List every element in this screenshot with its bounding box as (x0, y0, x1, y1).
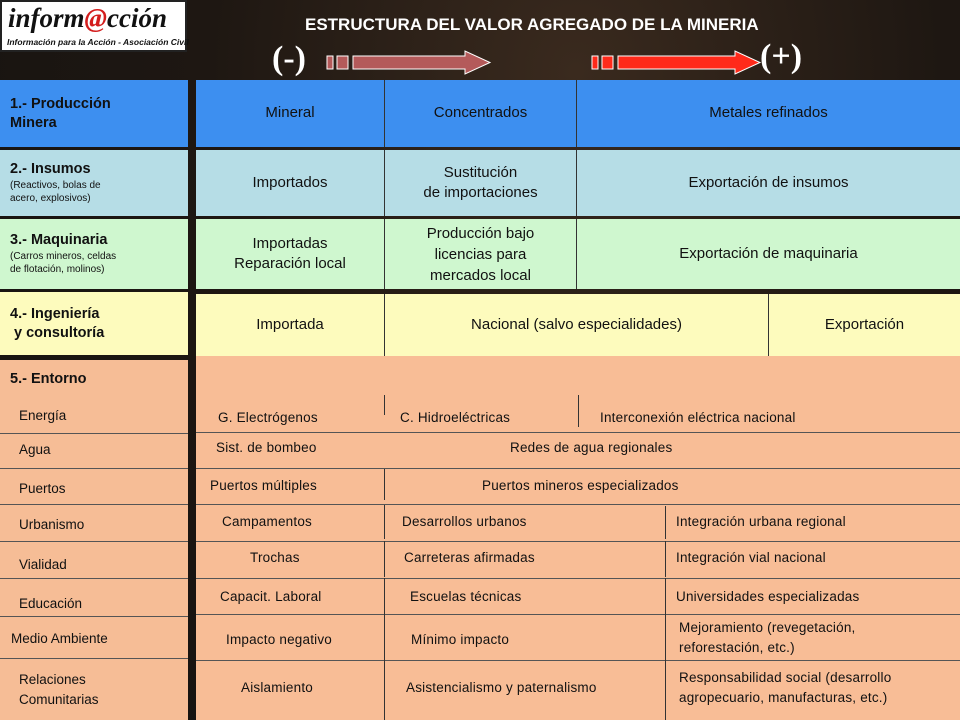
medio-ambiente-c1: Impacto negativo (226, 632, 333, 647)
row-label-produccion: 1.- Producción Minera (0, 80, 188, 147)
row-label-ingenieria: 4.- Ingeniería y consultoría (0, 292, 188, 355)
energia-c3: Interconexión eléctrica nacional (600, 410, 796, 425)
left-arrow-icon (325, 50, 495, 76)
cell-metales: Metales refinados (709, 104, 828, 122)
entorno-header: 5.- Entorno (10, 371, 87, 387)
entorno-label-energia: Energía (19, 408, 67, 423)
cell-exportacion-ingenieria: Exportación (824, 315, 905, 333)
logo-subtitle: Información para la Acción - Asociación Civil (7, 37, 189, 47)
entorno-labels (0, 360, 188, 720)
cell-mineral: Mineral (265, 104, 315, 122)
plus-sign: (+) (760, 38, 803, 75)
educacion-c3: Universidades especializadas (676, 589, 860, 604)
entorno-label-vialidad: Vialidad (19, 557, 67, 572)
cell-concentrados: Concentrados (433, 104, 528, 122)
entorno-label-urbanismo: Urbanismo (19, 517, 85, 532)
cell-exportacion-insumos: Exportación de insumos (688, 173, 849, 191)
entorno-label-educacion: Educación (19, 596, 83, 611)
logo (0, 0, 187, 52)
educacion-c1: Capacit. Laboral (220, 589, 322, 604)
page-title: ESTRUCTURA DEL VALOR AGREGADO DE LA MINERIA (305, 15, 759, 34)
urbanismo-c1: Campamentos (222, 514, 312, 529)
energia-c1: G. Electrógenos (218, 410, 318, 425)
relaciones-c3: Responsabilidad social (desarrollo agropecuario, manufacturas, etc.) (679, 670, 892, 705)
vialidad-c2: Carreteras afirmadas (404, 550, 535, 565)
right-arrow-icon (590, 50, 765, 76)
vialidad-c3: Integración vial nacional (676, 550, 826, 565)
educacion-c2: Escuelas técnicas (410, 589, 522, 604)
cell-exportacion-maquinaria: Exportación de maquinaria (679, 244, 858, 262)
cell-produccion-licencias: Producción bajo licencias para mercados local (426, 224, 535, 284)
puertos-c1: Puertos múltiples (210, 478, 317, 493)
cell-nacional: Nacional (salvo especialidades) (471, 315, 682, 333)
cell-importada: Importada (256, 315, 324, 333)
row-maquinaria (196, 219, 960, 289)
row-ingenieria (196, 294, 960, 356)
urbanismo-c2: Desarrollos urbanos (402, 514, 527, 529)
entorno-label-puertos: Puertos (19, 481, 66, 496)
entorno-label-relaciones: Relaciones Comunitarias (19, 672, 99, 707)
relaciones-c2: Asistencialismo y paternalismo (406, 680, 597, 695)
cell-importadas: Importadas Reparación local (234, 234, 346, 272)
entorno-label-agua: Agua (19, 442, 51, 457)
cell-sustitucion: Sustitución de importaciones (423, 163, 538, 201)
puertos-c2: Puertos mineros especializados (482, 478, 679, 493)
row-label-insumos: 2.- Insumos (Reactivos, bolas de acero, explosivos) (0, 150, 188, 216)
cell-importados: Importados (252, 173, 328, 191)
minus-sign: (-) (272, 40, 306, 77)
logo-title: inform@cción (8, 3, 167, 33)
energia-c2: C. Hidroeléctricas (400, 410, 511, 425)
vialidad-c1: Trochas (250, 550, 300, 565)
entorno-content (196, 356, 960, 720)
medio-ambiente-c2: Mínimo impacto (411, 632, 510, 647)
relaciones-c1: Aislamiento (241, 680, 313, 695)
urbanismo-c3: Integración urbana regional (676, 514, 846, 529)
agua-c1: Sist. de bombeo (216, 440, 317, 455)
medio-ambiente-c3: Mejoramiento (revegetación, reforestación, etc.) (679, 620, 856, 655)
entorno-label-medio-ambiente: Medio Ambiente (11, 631, 108, 646)
row-label-maquinaria: 3.- Maquinaria (Carros mineros, celdas de flotación, molinos) (0, 219, 188, 289)
agua-c2: Redes de agua regionales (510, 440, 673, 455)
row-produccion (196, 80, 960, 147)
row-insumos (196, 150, 960, 216)
